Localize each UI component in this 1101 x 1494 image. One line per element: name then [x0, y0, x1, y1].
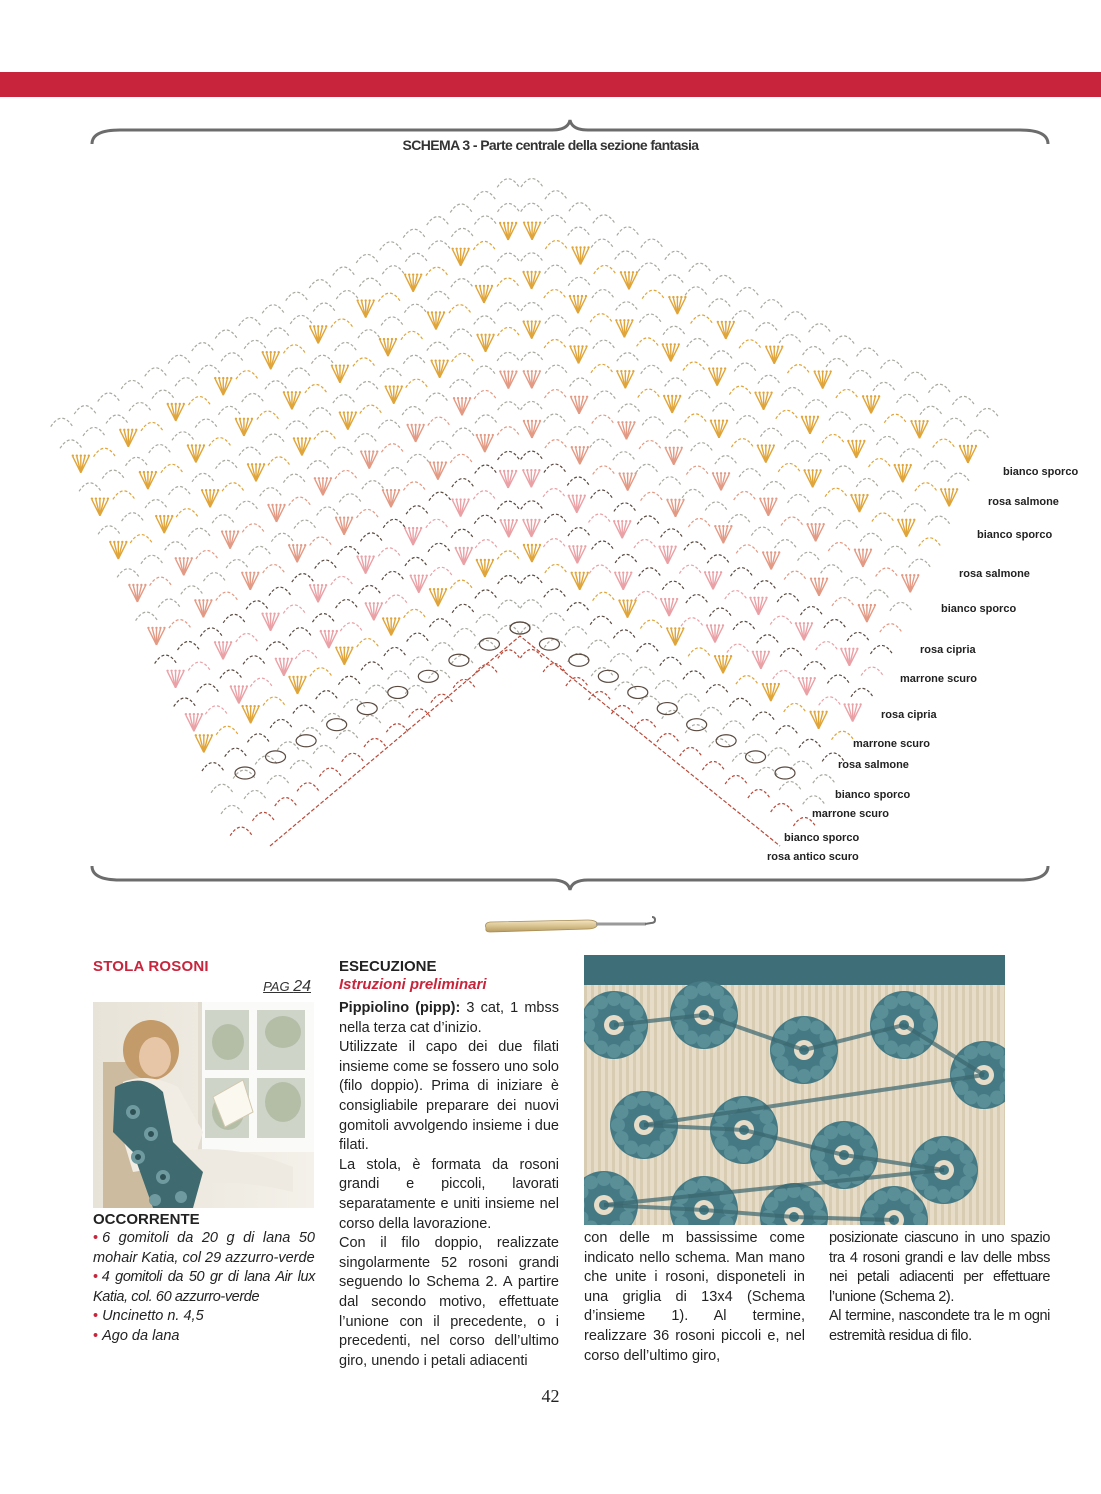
color-label: rosa antico scuro — [767, 851, 859, 863]
color-label: marrone scuro — [812, 808, 890, 820]
color-label: rosa cipria — [881, 709, 937, 721]
pipp-definition: 3 cat, 1 mbss nella terza cat d’inizio. — [339, 1000, 559, 1036]
execution-title: ESECUZIONE — [339, 958, 437, 975]
execution-text-column-2 — [584, 1229, 805, 1366]
list-item — [93, 1307, 315, 1327]
pipp-term: Pippiolino (pipp): — [339, 1000, 461, 1016]
crochet-chart — [20, 158, 1100, 878]
bullet-icon: • — [93, 1327, 99, 1344]
color-label: bianco sporco — [784, 832, 860, 844]
paragraph: con delle m bassissime come indicato nello schema. Man mano che unite i rosoni, disponeteli in una griglia di 13x4 (Schema d’insieme 1). Al termine, realizzare 36 rosoni piccoli e, nel corso dell’ultimo giro, — [584, 1230, 805, 1364]
lace-detail-photo — [584, 955, 1005, 1225]
bullet-icon: • — [93, 1269, 98, 1286]
page-reference-number: 24 — [293, 978, 311, 995]
execution-text-column-3 — [829, 1229, 1050, 1347]
paragraph: Con il filo doppio, realizzate singolarmente 52 rosoni grandi seguendo lo Schema 2. A partire dal secondo motivo, effettuate l’unione con il precedente, o i precedenti, nel corso dell’ultimo giro, unendo i petali adiacenti — [339, 1235, 559, 1369]
page-reference — [263, 978, 311, 996]
color-label: bianco sporco — [1003, 466, 1079, 478]
page-number: 42 — [541, 1386, 560, 1406]
occorrente-item: Uncinetto n. 4,5 — [102, 1308, 204, 1325]
execution-subtitle: Istruzioni preliminari — [339, 976, 487, 993]
execution-text-column-1 — [339, 999, 559, 1371]
occorrente-item: Ago da lana — [102, 1327, 180, 1344]
bullet-icon: • — [93, 1230, 99, 1246]
section-title: STOLA ROSONI — [93, 958, 209, 975]
paragraph: Utilizzate il capo dei due filati insieme come se fossero uno solo (filo doppio). Prima di iniziare è consigliabile preparare dei nuovi gomitoli avvolgendo insieme i due filati. — [339, 1039, 559, 1154]
project-header — [93, 958, 313, 995]
list-item — [93, 1268, 315, 1307]
list-item — [93, 1229, 315, 1268]
color-label: bianco sporco — [977, 529, 1053, 541]
bottom-bracket-divider — [90, 862, 1050, 892]
header-band — [0, 72, 1101, 97]
occorrente-item: 6 gomitoli da 20 g di lana 50 mohair Katia, col 29 azzurro-verde — [93, 1230, 315, 1266]
color-label: rosa salmone — [988, 496, 1059, 508]
paragraph: Al termine, nascondete tra le m ogni estremità residua di filo. — [829, 1308, 1050, 1344]
color-label: bianco sporco — [835, 789, 911, 801]
list-item — [93, 1327, 315, 1347]
color-label: marrone scuro — [900, 673, 978, 685]
occorrente-list — [93, 1229, 315, 1347]
page-reference-label: PAG — [263, 979, 290, 994]
color-label: rosa salmone — [838, 759, 909, 771]
color-label: marrone scuro — [853, 738, 931, 750]
bullet-icon: • — [93, 1308, 99, 1325]
schema-title: SCHEMA 3 - Parte centrale della sezione fantasia — [402, 137, 699, 153]
occorrente-item: 4 gomitoli da 50 gr di lana Air lux Katia, col. 60 azzurro-verde — [93, 1269, 315, 1305]
execution-header — [339, 958, 559, 993]
crochet-hook-icon — [480, 912, 660, 938]
color-label: rosa salmone — [959, 568, 1030, 580]
color-label: bianco sporco — [941, 603, 1017, 615]
occorrente-title: OCCORRENTE — [93, 1211, 200, 1228]
stole-photo — [93, 1002, 314, 1208]
color-label: rosa cipria — [920, 644, 976, 656]
paragraph: posizionate ciascuno in uno spazio tra 4 rosoni grandi e lav delle mbss nei petali adiacenti per effettuare l’unione (Schema 2). — [829, 1230, 1050, 1305]
paragraph: La stola, è formata da rosoni grandi e piccoli, lavorati separatamente e uniti insieme nel corso della lavorazione. — [339, 1156, 559, 1232]
pipp-paragraph — [339, 999, 559, 1038]
